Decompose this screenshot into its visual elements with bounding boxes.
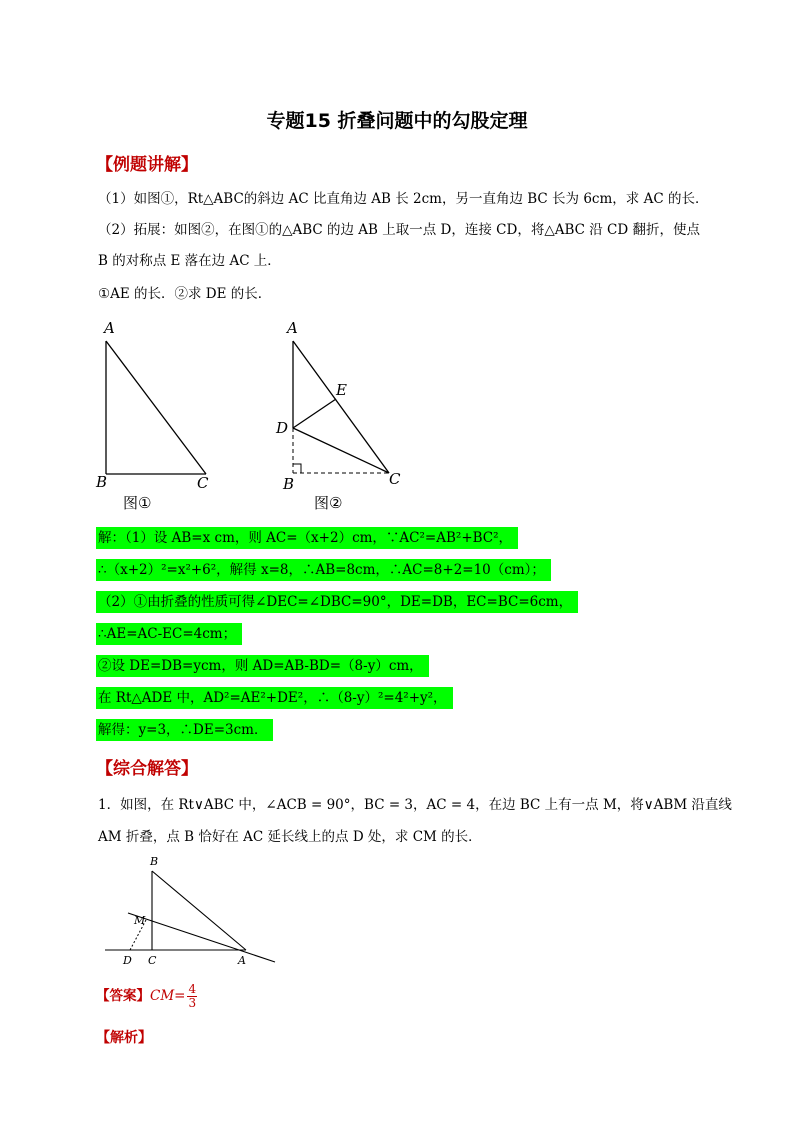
- fig2-label-e: E: [336, 381, 347, 399]
- figure-3-fold-diagram: [98, 852, 283, 970]
- question-1-line-2: AM 折叠，点 B 恰好在 AC 延长线上的点 D 处，求 CM 的长．: [98, 829, 482, 845]
- section-example-heading: 【例题讲解】: [96, 155, 198, 175]
- page-title: 专题15 折叠问题中的勾股定理: [266, 110, 528, 132]
- problem-part-2: （2）拓展：如图②，在图①的△ABC 的边 AB 上取一点 D，连接 CD，将△ABC 沿 CD 翻折，使点: [98, 222, 700, 238]
- fig2-segment-de: [293, 399, 336, 428]
- figure-2-folded-triangle: [270, 315, 420, 515]
- problem-part-2-continued: B 的对称点 E 落在边 AC 上．: [98, 253, 281, 269]
- fig2-label-c: C: [389, 470, 401, 488]
- fig3-side-ba: [152, 871, 246, 950]
- question-1-line-1: 1．如图，在 Rt∨ABC 中，∠ACB = 90°，BC = 3，AC = 4，在边 BC 上有一点 M，将∨ABM 沿直线: [98, 797, 732, 813]
- solution-line-4: ∴AE=AC-EC=4cm；: [96, 625, 242, 643]
- section-comprehensive-heading: 【综合解答】: [96, 759, 198, 779]
- fig1-label-b: B: [96, 473, 108, 491]
- solution-line-5: ②设 DE=DB=ycm，则 AD=AB-BD=（8-y）cm，: [96, 657, 429, 675]
- fig3-label-b: B: [150, 855, 159, 868]
- solution-line-1: 解：（1）设 AB=x cm，则 AC=（x+2）cm，∵AC²=AB²+BC²，: [96, 529, 518, 547]
- answer-expression: CM=: [150, 988, 186, 1004]
- answer-row: [96, 983, 197, 1010]
- fig2-segment-dc: [293, 428, 389, 473]
- solution-line-3: （2）①由折叠的性质可得∠DEC=∠DBC=90°，DE=DB，EC=BC=6cm，: [96, 593, 578, 611]
- solution-line-7: 解得：y=3，∴DE=3cm．: [96, 721, 273, 739]
- problem-part-1: （1）如图①，Rt△ABC的斜边 AC 比直角边 AB 长 2cm，另一直角边 BC 长为 6cm，求 AC 的长．: [98, 191, 709, 207]
- fig2-label-d: D: [276, 419, 289, 437]
- answer-label: 【答案】: [96, 988, 150, 1004]
- fig1-caption: 图①: [123, 494, 152, 512]
- analysis-label: 【解析】: [96, 1030, 152, 1046]
- fig2-caption: 图②: [314, 494, 343, 512]
- answer-fraction: [187, 983, 197, 1010]
- fig3-label-d: D: [123, 954, 132, 967]
- fig2-label-b: B: [283, 475, 295, 493]
- fig3-label-m: M: [134, 914, 146, 927]
- fig1-side-ac: [106, 341, 206, 474]
- fig2-label-a: A: [287, 319, 298, 337]
- solution-line-2: ∴（x+2）²=x²+6²，解得 x=8，∴AB=8cm，∴AC=8+2=10（cm）；: [96, 561, 551, 579]
- fig3-label-c: C: [148, 954, 157, 967]
- fig1-label-a: A: [104, 319, 115, 337]
- problem-questions: ①AE 的长．②求 DE 的长．: [98, 286, 272, 302]
- figure-1-triangle: [90, 315, 240, 515]
- answer-numerator: 4: [188, 982, 197, 996]
- fig2-side-ac: [293, 341, 389, 473]
- answer-denominator: 3: [188, 996, 197, 1010]
- solution-line-6: 在 Rt△ADE 中，AD²=AE²+DE²，∴（8-y）²=4²+y²，: [96, 689, 453, 707]
- fig2-right-angle-mark: [293, 464, 301, 473]
- fig1-label-c: C: [197, 474, 209, 492]
- fig3-label-a: A: [238, 954, 246, 967]
